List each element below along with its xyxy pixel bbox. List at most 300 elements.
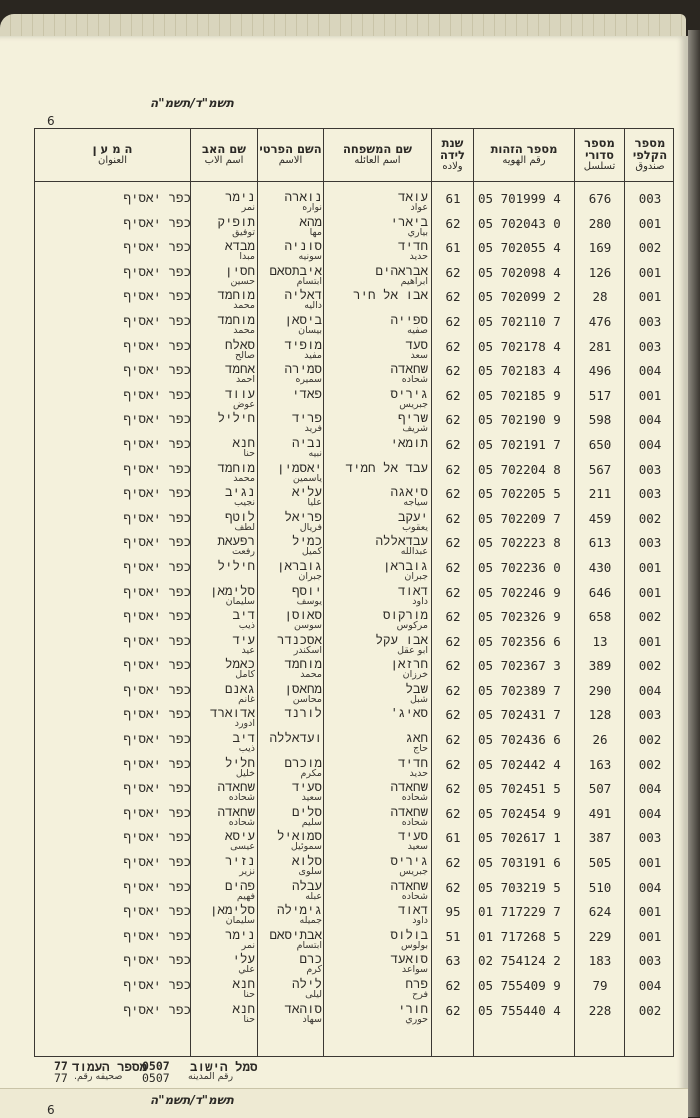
- birth-year-cell: 62: [445, 633, 461, 649]
- first-name-arabic: داليه: [304, 300, 322, 312]
- father-name-hebrew: דיב: [232, 730, 255, 746]
- box-number-cell: 002: [638, 732, 662, 748]
- family-name-hebrew: שריף: [397, 410, 428, 426]
- header-father-name: שם האב اسم الاب: [201, 142, 247, 166]
- table-row: [35, 261, 673, 286]
- birth-year-cell: 62: [445, 313, 461, 329]
- family-name-cell: [324, 338, 428, 361]
- serial-number-cell: 505: [588, 855, 612, 871]
- serial-number-cell: 26: [592, 732, 608, 748]
- father-name-arabic: علي: [238, 964, 255, 976]
- box-number-cell: 001: [638, 633, 662, 649]
- family-name-arabic: جبران: [404, 570, 428, 582]
- address-cell: כפר יאסיף: [123, 583, 191, 599]
- father-name-cell: [191, 657, 255, 680]
- family-name-cell: [324, 756, 428, 779]
- family-name-hebrew: עבדאללה: [375, 533, 428, 549]
- family-name-arabic: سعد: [410, 349, 428, 361]
- birth-year-cell: 62: [445, 535, 461, 551]
- father-name-cell: [191, 461, 255, 484]
- family-name-arabic: شريف: [402, 423, 428, 435]
- address-cell: כפר יאסיף: [123, 903, 191, 919]
- id-number-cell: 05 702098 4: [478, 264, 561, 280]
- father-name-cell: [191, 215, 255, 238]
- family-name-hebrew: אבו עקל: [375, 631, 428, 647]
- family-name-arabic: حديد: [409, 251, 428, 263]
- father-name-hebrew: לוטף: [224, 508, 255, 524]
- family-name-hebrew: עואד: [397, 189, 428, 204]
- serial-number-cell: 163: [588, 756, 612, 772]
- first-name-arabic: يوسف: [296, 595, 322, 607]
- family-name-cell: [324, 633, 428, 656]
- family-name-hebrew: מורקוס: [382, 607, 428, 623]
- father-name-cell: [191, 1002, 255, 1025]
- family-name-cell: [324, 928, 428, 951]
- father-name-hebrew: נימר: [224, 926, 255, 942]
- family-name-hebrew: פרח: [405, 976, 428, 991]
- family-name-cell: [324, 903, 428, 926]
- family-name-arabic: مركوس: [396, 620, 428, 632]
- box-number-cell: 002: [638, 756, 662, 772]
- id-number-cell: 05 702436 6: [478, 732, 561, 748]
- table-row: [35, 999, 673, 1024]
- family-name-cell: [324, 534, 428, 557]
- family-name-cell: [324, 362, 428, 385]
- first-name-arabic: محاسن: [292, 693, 322, 705]
- father-name-cell: [191, 854, 255, 877]
- address-cell: כפר יאסיף: [123, 386, 191, 402]
- father-name-hebrew: חיליל: [217, 410, 255, 426]
- first-name-cell: [258, 780, 322, 803]
- table-row: [35, 949, 673, 974]
- binding-spine: [688, 30, 700, 1117]
- first-name-hebrew: מוחמד: [284, 656, 322, 672]
- box-number-cell: 004: [638, 805, 662, 821]
- address-cell: כפר יאסיף: [123, 854, 191, 870]
- table-row: [35, 433, 673, 458]
- family-name-cell: [324, 879, 428, 902]
- father-name-hebrew: חנא: [232, 1000, 255, 1016]
- family-name-cell: [324, 731, 428, 754]
- father-name-cell: [191, 436, 255, 459]
- address-cell: כפר יאסיף: [123, 485, 191, 501]
- serial-number-cell: 183: [588, 953, 612, 969]
- father-name-cell: [191, 952, 255, 975]
- father-name-arabic: حنا: [243, 447, 255, 459]
- family-name-arabic: يعقوب: [402, 521, 428, 533]
- voter-register-table: [34, 128, 674, 1057]
- first-name-cell: [258, 534, 322, 557]
- id-number-cell: 01 717268 5: [478, 928, 561, 944]
- family-name-hebrew: שחאדה: [390, 803, 428, 819]
- address-cell: כפר יאסיף: [123, 657, 191, 673]
- birth-year-cell: 62: [445, 436, 461, 452]
- father-name-hebrew: חנא: [232, 434, 255, 450]
- table-row: [35, 925, 673, 950]
- page-number-bottom: 6: [47, 1103, 55, 1117]
- first-name-arabic: جبران: [298, 570, 322, 582]
- first-name-arabic: بيسان: [298, 324, 322, 336]
- family-name-cell: [324, 485, 428, 508]
- box-number-cell: 003: [638, 313, 662, 329]
- box-number-cell: 002: [638, 1002, 662, 1018]
- first-name-cell: [258, 190, 322, 213]
- family-name-hebrew: גיריס: [390, 853, 428, 869]
- first-name-cell: [258, 952, 322, 975]
- father-name-arabic: نمر: [241, 939, 255, 951]
- id-number-cell: 05 702246 9: [478, 584, 561, 600]
- family-name-cell: [324, 510, 428, 533]
- birth-year-cell: 62: [445, 264, 461, 280]
- father-name-hebrew: תופיק: [217, 213, 255, 229]
- page-no-label-ar: صحيفه رقم.: [74, 1071, 123, 1082]
- father-name-hebrew: אדוארד: [209, 705, 255, 721]
- first-name-hebrew: סלים: [291, 803, 322, 819]
- table-row: [35, 826, 673, 851]
- family-name-hebrew: יעקב: [397, 508, 428, 524]
- family-name-arabic: شحاده: [401, 792, 428, 804]
- id-number-cell: 05 702185 9: [478, 387, 561, 403]
- serial-number-cell: 281: [588, 338, 612, 354]
- family-name-cell: [324, 190, 428, 213]
- family-name-arabic: حاج: [413, 743, 428, 755]
- birth-year-cell: 62: [445, 756, 461, 772]
- settlement-label: סמל הישוב: [190, 1059, 258, 1074]
- header-divider: [35, 181, 673, 182]
- father-name-hebrew: מבדא: [224, 238, 255, 254]
- first-name-arabic: عبله: [305, 890, 322, 902]
- first-name-hebrew: סוהאד: [284, 1000, 322, 1016]
- family-name-cell: [324, 387, 428, 410]
- family-name-hebrew: דאוד: [397, 582, 428, 598]
- father-name-arabic: محمد: [233, 300, 255, 312]
- first-name-arabic: فريد: [304, 423, 322, 435]
- address-cell: כפר יאסיף: [123, 731, 191, 747]
- father-name-cell: [191, 977, 255, 1000]
- family-name-arabic: حديد: [409, 767, 428, 779]
- father-name-hebrew: פהים: [224, 877, 255, 893]
- family-name-hebrew: ספייה: [390, 311, 428, 327]
- address-cell: כפר יאסיף: [123, 977, 191, 992]
- address-cell: כפר יאסיף: [123, 239, 191, 255]
- family-name-cell: [324, 706, 428, 719]
- serial-number-cell: 387: [588, 830, 612, 846]
- id-number-cell: 05 702190 9: [478, 412, 561, 428]
- father-name-hebrew: סאלח: [224, 336, 255, 352]
- birth-year-cell: 62: [445, 855, 461, 871]
- table-body: [35, 187, 673, 1023]
- family-name-cell: [324, 313, 428, 336]
- box-number-cell: 001: [638, 584, 662, 600]
- table-row: [35, 605, 673, 630]
- first-name-cell: [258, 584, 322, 607]
- box-number-cell: 004: [638, 436, 662, 452]
- father-name-arabic: عوض: [232, 398, 255, 410]
- table-row: [35, 384, 673, 409]
- serial-number-cell: 459: [588, 510, 612, 526]
- header-address: ה מ ע ן العنوان: [92, 142, 133, 166]
- first-name-cell: [258, 854, 322, 877]
- birth-year-cell: 62: [445, 978, 461, 993]
- id-number-cell: 05 702223 8: [478, 535, 561, 551]
- table-row: [35, 310, 673, 335]
- father-name-cell: [191, 264, 255, 287]
- father-name-cell: [191, 756, 255, 779]
- family-name-cell: [324, 461, 428, 474]
- table-row: [35, 581, 673, 606]
- serial-number-cell: 126: [588, 264, 612, 280]
- box-number-cell: 001: [638, 264, 662, 280]
- family-name-cell: [324, 239, 428, 262]
- box-number-cell: 004: [638, 879, 662, 895]
- father-name-hebrew: עיד: [232, 631, 255, 647]
- family-name-hebrew: אבו אל חיר: [352, 287, 428, 303]
- father-name-hebrew: עווד: [224, 385, 255, 401]
- box-number-cell: 004: [638, 978, 662, 993]
- table-row: [35, 482, 673, 507]
- first-name-hebrew: פריאל: [284, 508, 322, 524]
- serial-number-cell: 211: [588, 486, 612, 502]
- family-name-hebrew: דאוד: [397, 902, 428, 918]
- father-name-cell: [191, 633, 255, 656]
- first-name-arabic: ابتسام: [296, 275, 322, 287]
- father-name-hebrew: רפעאת: [217, 533, 255, 549]
- first-name-cell: [258, 264, 322, 287]
- father-name-arabic: نمر: [241, 202, 255, 213]
- box-number-cell: 001: [638, 215, 662, 231]
- first-name-cell: [258, 288, 322, 311]
- father-name-hebrew: חיליל: [217, 557, 255, 573]
- family-name-arabic: شحاده: [401, 374, 428, 386]
- id-number-cell: 05 702205 5: [478, 486, 561, 502]
- table-row: [35, 236, 673, 261]
- family-name-cell: [324, 977, 428, 1000]
- first-name-arabic: نبيه: [308, 447, 322, 459]
- family-name-arabic: ابراهيم: [400, 275, 428, 287]
- first-name-hebrew: איבתסאם: [269, 262, 322, 278]
- father-name-arabic: توفيق: [232, 226, 255, 238]
- family-name-cell: [324, 805, 428, 828]
- serial-number-cell: 650: [588, 436, 612, 452]
- family-name-arabic: ابو عقل: [397, 644, 428, 656]
- serial-number-cell: 79: [592, 978, 608, 993]
- birth-year-cell: 62: [445, 461, 461, 477]
- first-name-cell: [258, 387, 322, 400]
- box-number-cell: 004: [638, 781, 662, 797]
- father-name-arabic: مبدا: [239, 251, 255, 263]
- family-name-arabic: سواعد: [401, 964, 428, 976]
- box-number-cell: 001: [638, 289, 662, 305]
- box-number-cell: 002: [638, 658, 662, 674]
- family-name-hebrew: בולוס: [390, 926, 428, 942]
- first-name-hebrew: מהא: [299, 213, 322, 229]
- father-name-arabic: كامل: [235, 669, 255, 681]
- first-name-arabic: مها: [309, 226, 322, 238]
- father-name-hebrew: נגיב: [224, 484, 255, 500]
- father-name-cell: [191, 239, 255, 262]
- family-name-hebrew: חדיד: [397, 238, 428, 254]
- first-name-arabic: مكرم: [300, 767, 322, 779]
- birth-year-cell: 62: [445, 215, 461, 231]
- id-number-cell: 05 703191 6: [478, 855, 561, 871]
- id-number-cell: 05 755440 4: [478, 1002, 561, 1018]
- table-row: [35, 851, 673, 876]
- serial-number-cell: 598: [588, 412, 612, 428]
- first-name-cell: [258, 756, 322, 779]
- first-name-arabic: كميل: [301, 546, 322, 558]
- father-name-cell: [191, 362, 255, 385]
- father-name-arabic: نزير: [239, 866, 255, 878]
- father-name-cell: [191, 682, 255, 705]
- first-name-hebrew: סוניה: [284, 238, 322, 254]
- father-name-arabic: رفعت: [231, 546, 255, 558]
- father-name-arabic: فهيم: [236, 890, 255, 902]
- serial-number-cell: 496: [588, 363, 612, 379]
- family-name-cell: [324, 854, 428, 877]
- box-number-cell: 001: [638, 904, 662, 920]
- father-name-hebrew: חנא: [232, 976, 255, 991]
- address-cell: כפר יאסיף: [123, 411, 191, 427]
- first-name-cell: [258, 215, 322, 238]
- first-name-arabic: محمد: [300, 669, 322, 681]
- table-row: [35, 802, 673, 827]
- father-name-hebrew: חסין: [224, 262, 255, 278]
- serial-number-cell: 290: [588, 682, 612, 698]
- family-name-cell: [324, 657, 428, 680]
- family-name-arabic: بياري: [407, 226, 428, 238]
- family-name-arabic: حوري: [405, 1013, 428, 1025]
- family-name-hebrew: סואעד: [390, 951, 428, 967]
- father-name-arabic: سليمان: [225, 915, 255, 927]
- box-number-cell: 004: [638, 682, 662, 698]
- family-name-hebrew: שחאדה: [390, 877, 428, 893]
- father-name-hebrew: שחאדה: [217, 803, 255, 819]
- family-name-arabic: خرزان: [402, 669, 428, 681]
- family-name-arabic: جبريس: [399, 398, 428, 410]
- family-name-hebrew: חאג: [405, 730, 428, 746]
- family-name-cell: [324, 288, 428, 301]
- id-number-cell: 05 702055 4: [478, 240, 561, 256]
- settlement-code-ar: 0507: [142, 1071, 170, 1085]
- father-name-cell: [191, 510, 255, 533]
- first-name-cell: [258, 1002, 322, 1025]
- father-name-cell: [191, 903, 255, 926]
- father-name-hebrew: דיב: [232, 607, 255, 623]
- family-name-hebrew: תומאי: [390, 434, 428, 450]
- family-name-hebrew: שחאדה: [390, 779, 428, 795]
- id-number-cell: 05 702367 3: [478, 658, 561, 674]
- first-name-arabic: سهاد: [302, 1013, 322, 1025]
- father-name-cell: [191, 928, 255, 951]
- id-number-cell: 05 702442 4: [478, 756, 561, 772]
- father-name-arabic: محمد: [233, 472, 255, 484]
- table-row: [35, 285, 673, 310]
- first-name-hebrew: פריד: [291, 410, 322, 426]
- father-name-hebrew: עיסא: [224, 828, 255, 844]
- family-name-arabic: بولوس: [401, 939, 428, 951]
- first-name-hebrew: סאוסן: [284, 607, 322, 623]
- address-cell: כפר יאסיף: [123, 337, 191, 353]
- table-row: [35, 507, 673, 532]
- serial-number-cell: 491: [588, 805, 612, 821]
- address-cell: כפר יאסיף: [123, 288, 191, 304]
- address-cell: כפר יאסיף: [123, 190, 191, 205]
- id-number-cell: 05 701999 4: [478, 191, 561, 206]
- father-name-hebrew: מוחמד: [217, 459, 255, 475]
- father-name-cell: [191, 559, 255, 572]
- header-serial: מספר סדורי تسلسل: [583, 136, 616, 172]
- birth-year-cell: 62: [445, 609, 461, 625]
- family-name-arabic: عبدالله: [400, 546, 428, 558]
- serial-number-cell: 229: [588, 928, 612, 944]
- first-name-arabic: ليلى: [305, 989, 322, 1000]
- id-number-cell: 05 702236 0: [478, 559, 561, 575]
- father-name-hebrew: נימר: [224, 189, 255, 204]
- table-row: [35, 900, 673, 925]
- family-name-cell: [324, 411, 428, 434]
- first-name-cell: [258, 338, 322, 361]
- first-name-cell: [258, 633, 322, 656]
- serial-number-cell: 510: [588, 879, 612, 895]
- family-name-cell: [324, 1002, 428, 1025]
- family-name-hebrew: שבל: [405, 680, 428, 696]
- first-name-arabic: سوسن: [293, 620, 322, 632]
- first-name-arabic: عليا: [307, 497, 322, 509]
- id-number-cell: 05 702617 1: [478, 830, 561, 846]
- address-cell: כפר יאסיף: [123, 706, 191, 722]
- father-name-arabic: غانم: [238, 693, 255, 705]
- father-name-cell: [191, 190, 255, 213]
- family-name-hebrew: גיריס: [390, 385, 428, 401]
- first-name-hebrew: עליא: [291, 484, 322, 500]
- serial-number-cell: 567: [588, 461, 612, 477]
- first-name-cell: [258, 682, 322, 705]
- father-name-arabic: شحاده: [228, 816, 255, 828]
- family-name-arabic: جبريس: [399, 866, 428, 878]
- address-cell: כפר יאסיף: [123, 927, 191, 943]
- page-footer: [54, 1060, 354, 1084]
- serial-number-cell: 646: [588, 584, 612, 600]
- first-name-cell: [258, 706, 322, 719]
- serial-number-cell: 430: [588, 559, 612, 575]
- birth-year-cell: 62: [445, 584, 461, 600]
- first-name-arabic: سميره: [295, 374, 322, 386]
- header-family-name: שם המשפחה اسم العائله: [342, 142, 413, 166]
- box-number-cell: 001: [638, 559, 662, 575]
- address-cell: כפר יאסיף: [123, 952, 191, 968]
- birth-year-cell: 62: [445, 707, 461, 723]
- family-name-arabic: شبل: [409, 693, 428, 705]
- father-name-cell: [191, 313, 255, 336]
- family-name-hebrew: חדיד: [397, 754, 428, 770]
- address-cell: כפר יאסיף: [123, 509, 191, 525]
- id-number-cell: 01 717229 7: [478, 904, 561, 920]
- next-page-fold: [0, 1088, 688, 1118]
- running-title-bottom: תשמ"ד/תשמ"ה: [150, 1093, 234, 1107]
- father-name-cell: [191, 879, 255, 902]
- family-name-hebrew: חורי: [397, 1000, 428, 1016]
- family-name-arabic: سياجه: [403, 497, 428, 509]
- box-number-cell: 001: [638, 928, 662, 944]
- address-cell: כפר יאסיף: [123, 558, 191, 574]
- id-number-cell: 05 702043 0: [478, 215, 561, 231]
- birth-year-cell: 62: [445, 781, 461, 797]
- father-name-arabic: حسين: [230, 275, 255, 287]
- first-name-cell: [258, 928, 322, 951]
- first-name-hebrew: יאסמין: [276, 459, 322, 475]
- address-cell: כפר יאסיף: [123, 878, 191, 894]
- father-name-cell: [191, 584, 255, 607]
